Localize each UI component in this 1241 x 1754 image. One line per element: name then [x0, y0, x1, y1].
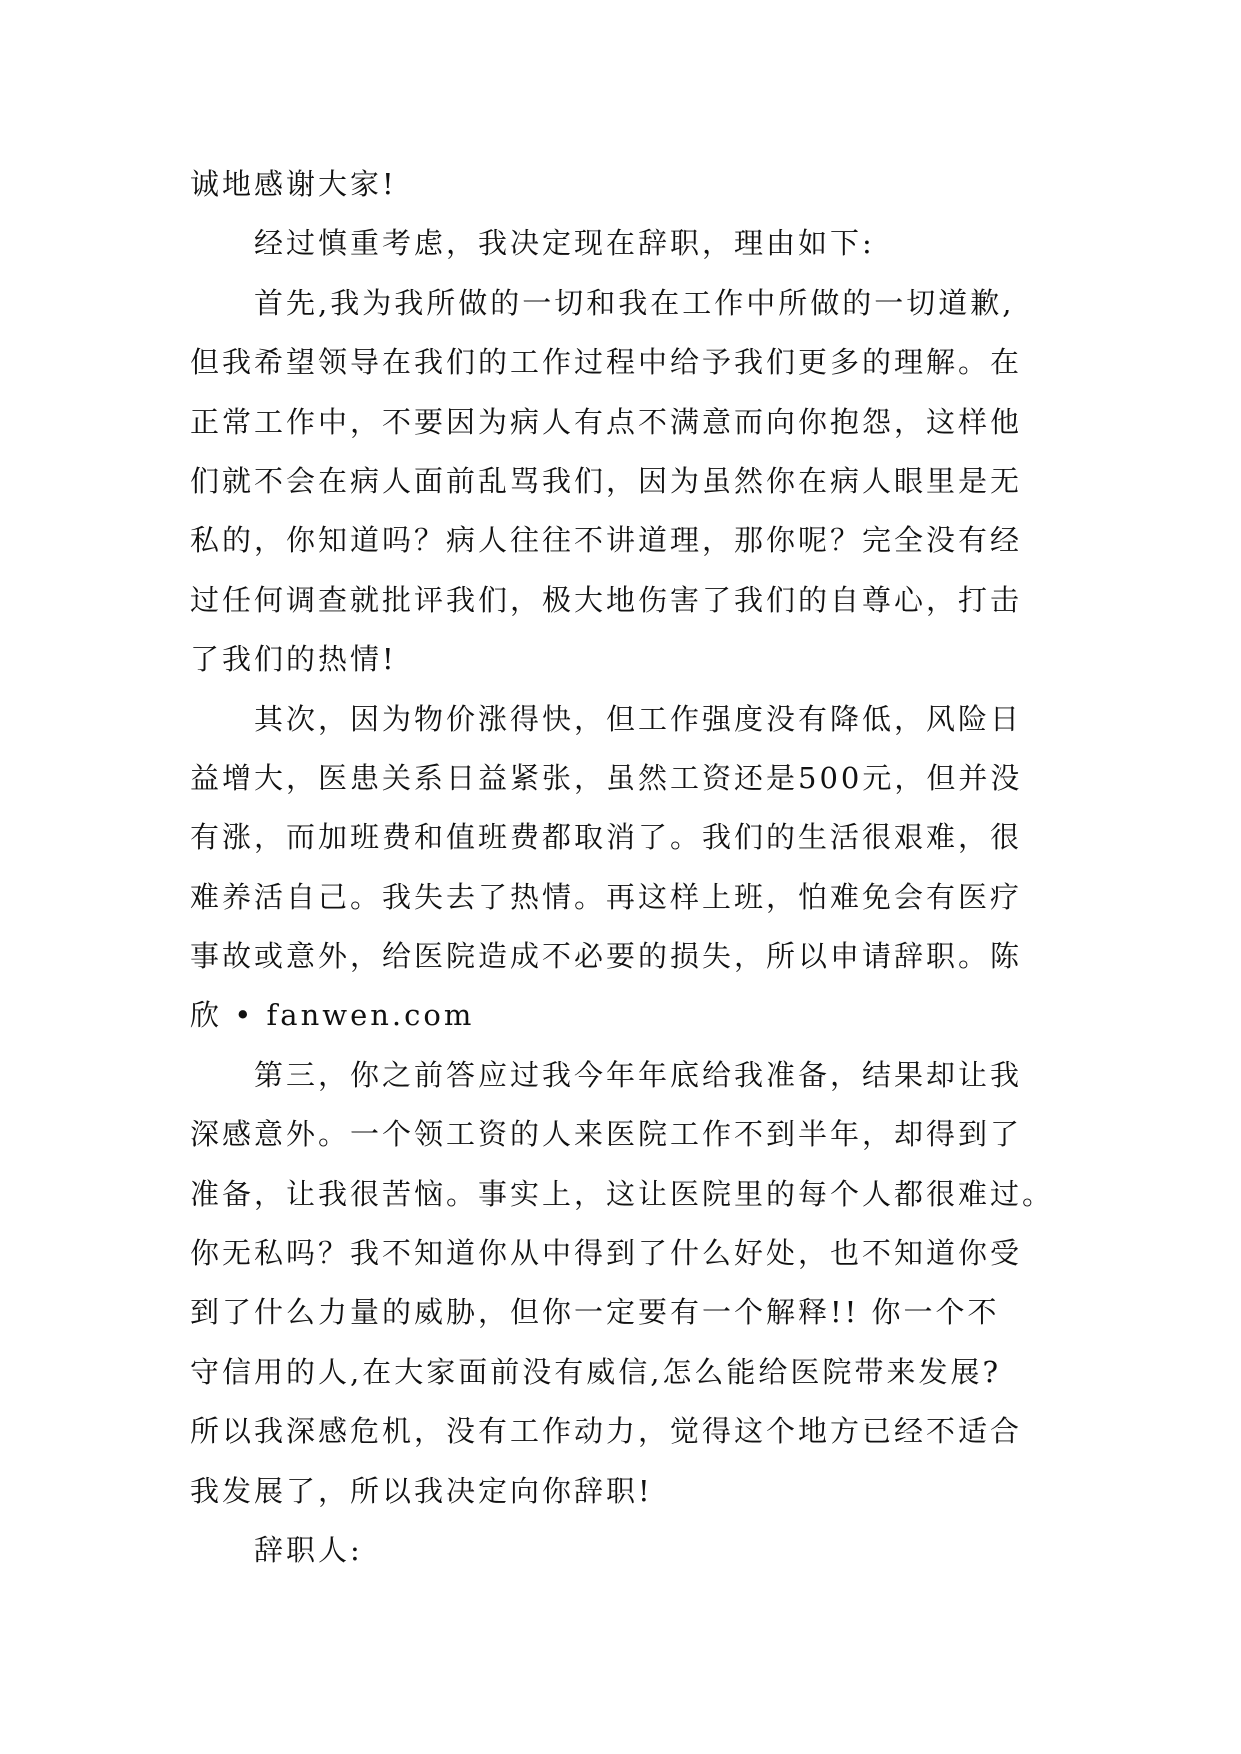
text-line: 们就不会在病人面前乱骂我们，因为虽然你在病人眼里是无 — [190, 463, 1023, 498]
text-line: 益增大，医患关系日益紧张，虽然工资还是500元，但并没 — [190, 760, 1023, 795]
text-line: 准备，让我很苦恼。事实上，这让医院里的每个人都很难过。 — [190, 1176, 1055, 1211]
text-line: 辞职人: — [254, 1532, 363, 1567]
text-line: 但我希望领导在我们的工作过程中给予我们更多的理解。在 — [190, 345, 1023, 380]
text-line: 第三，你之前答应过我今年年底给我准备，结果却让我 — [254, 1057, 1023, 1092]
text-line: 欣 • fanwen.com — [190, 998, 475, 1033]
text-line: 私的，你知道吗？病人往往不讲道理，那你呢？完全没有经 — [190, 523, 1023, 558]
text-line: 有涨，而加班费和值班费都取消了。我们的生活很艰难，很 — [190, 820, 1023, 855]
text-line: 经过慎重考虑，我决定现在辞职，理由如下: — [254, 226, 875, 261]
text-line: 正常工作中，不要因为病人有点不满意而向你抱怨，这样他 — [190, 404, 1023, 439]
text-line: 过任何调查就批评我们，极大地伤害了我们的自尊心，打击 — [190, 582, 1023, 617]
text-line: 到了什么力量的威胁，但你一定要有一个解释!! 你一个不 — [190, 1295, 1000, 1330]
text-line: 其次，因为物价涨得快，但工作强度没有降低，风险日 — [254, 701, 1023, 736]
text-line: 守信用的人,在大家面前没有威信,怎么能给医院带来发展? — [190, 1354, 1001, 1389]
letter-body — [190, 155, 1070, 1580]
text-line: 你无私吗？我不知道你从中得到了什么好处，也不知道你受 — [190, 1236, 1023, 1271]
text-line: 了我们的热情! — [190, 642, 397, 677]
text-line: 首先,我为我所做的一切和我在工作中所做的一切道歉, — [254, 285, 1015, 320]
text-line: 深感意外。一个领工资的人来医院工作不到半年，却得到了 — [190, 1117, 1023, 1152]
text-line: 诚地感谢大家! — [190, 167, 397, 201]
text-line: 事故或意外，给医院造成不必要的损失，所以申请辞职。陈 — [190, 939, 1023, 974]
text-line: 难养活自己。我失去了热情。再这样上班，怕难免会有医疗 — [190, 879, 1023, 914]
text-line: 我发展了，所以我决定向你辞职! — [190, 1473, 653, 1508]
text-line: 所以我深感危机，没有工作动力，觉得这个地方已经不适合 — [190, 1414, 1023, 1449]
